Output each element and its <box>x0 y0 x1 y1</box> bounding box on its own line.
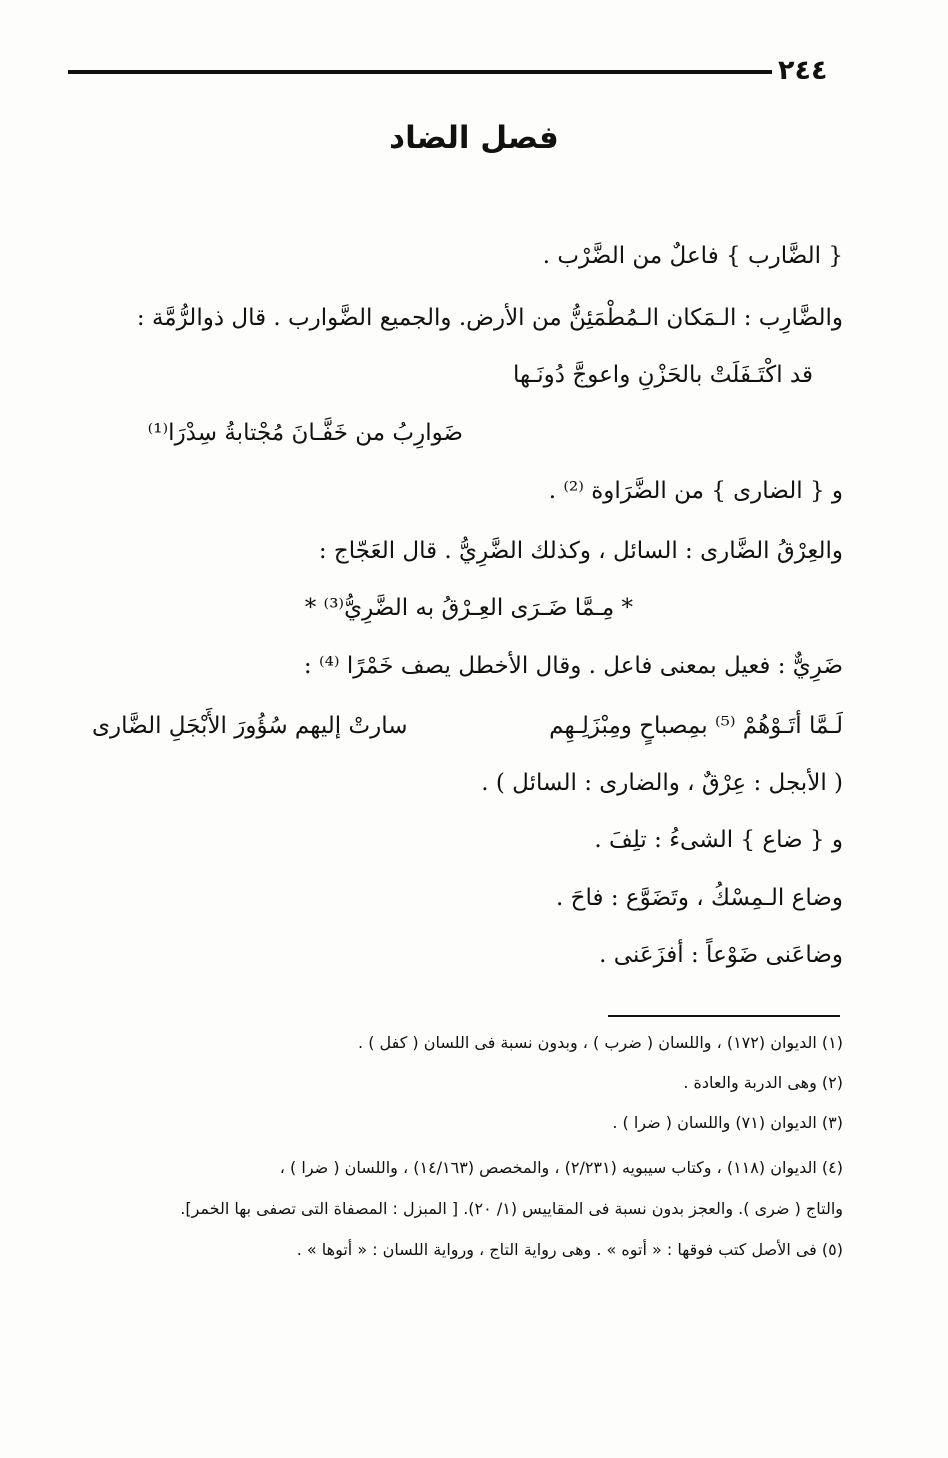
footnote: (٢) وهى الدربة والعادة . <box>683 1073 843 1092</box>
section-title: فصل الضاد <box>389 120 559 156</box>
header-rule <box>68 70 772 74</box>
verse-first-hemistich: لَـمَّا أتَـوْهُمْ ⁽⁵⁾ بمِصباحٍ ومِبْزَلِـهِم <box>549 713 843 739</box>
verse-second-hemistich: سارتْ إليهم سُؤُورَ الأَبْجَلِ الضَّارى <box>92 713 408 739</box>
entry-line: والعِرْقُ الضَّارى : السائل ، وكذلك الضَّرِيُّ . قال العَجّاج : <box>318 538 843 564</box>
entry-line: والضَّارِب : الـمَكان الـمُطْمَئِنُّ من الأرض. والجميع الضَّوارب . قال ذوالرُّمَّة : <box>136 305 843 331</box>
poem-line: ضَوارِبُ من خَفَّـانَ مُجْتابةُ سِدْرَا⁽¹⁾ <box>147 420 463 446</box>
footnote: (٤) الديوان (١١٨) ، وكتاب سيبويه (٢/٢٣١) ، والمخصص (١٤/١٦٣) ، واللسان ( ضرا ) ، <box>279 1158 843 1177</box>
entry-line: وضاع الـمِسْكُ ، وتَضَوَّع : فاحَ . <box>556 885 843 911</box>
entry-line: وضاعَنى ضَوْعاً : أفزَعَنى . <box>599 942 843 968</box>
page-number: ٢٤٤ <box>778 55 828 86</box>
entry-line: و { الضارى } من الضَّرَاوة ⁽²⁾ . <box>548 478 843 504</box>
entry-line: { الضَّارب } فاعلٌ من الضَّرْب . <box>542 243 843 269</box>
footnote: والتاج ( ضرى ). والعجز بدون نسبة فى المقاييس (١/ ٢٠). [ المبزل : المصفاة التى تصفى بها الخمر]. <box>180 1199 843 1218</box>
rajaz-line: * مِـمَّا ضَـرَى العِـرْقُ به الضَّرِيُّ⁽³⁾ * <box>304 595 633 621</box>
footnote: (٥) فى الأصل كتب فوقها : « أتوه » . وهى رواية التاج ، ورواية اللسان : « أتوها » . <box>296 1240 843 1259</box>
poem-line: قد اكْتَـفَلَتْ بالحَزْنِ واعوجَّ دُونَـها <box>512 362 813 388</box>
footnote: (٣) الديوان (٧١) واللسان ( ضرا ) . <box>612 1113 843 1132</box>
footnote-rule <box>608 1015 840 1017</box>
footnote: (١) الديوان (١٧٢) ، واللسان ( ضرب ) ، وبدون نسبة فى اللسان ( كفل ) . <box>358 1033 843 1052</box>
entry-line: و { ضاع } الشىءُ : تلِفَ . <box>594 827 843 853</box>
entry-line: ( الأبجل : عِرْقٌ ، والضارى : السائل ) . <box>481 770 843 796</box>
entry-line: ضَرِيٌّ : فعيل بمعنى فاعل . وقال الأخطل يصف خَمْرًا ⁽⁴⁾ : <box>303 653 843 679</box>
